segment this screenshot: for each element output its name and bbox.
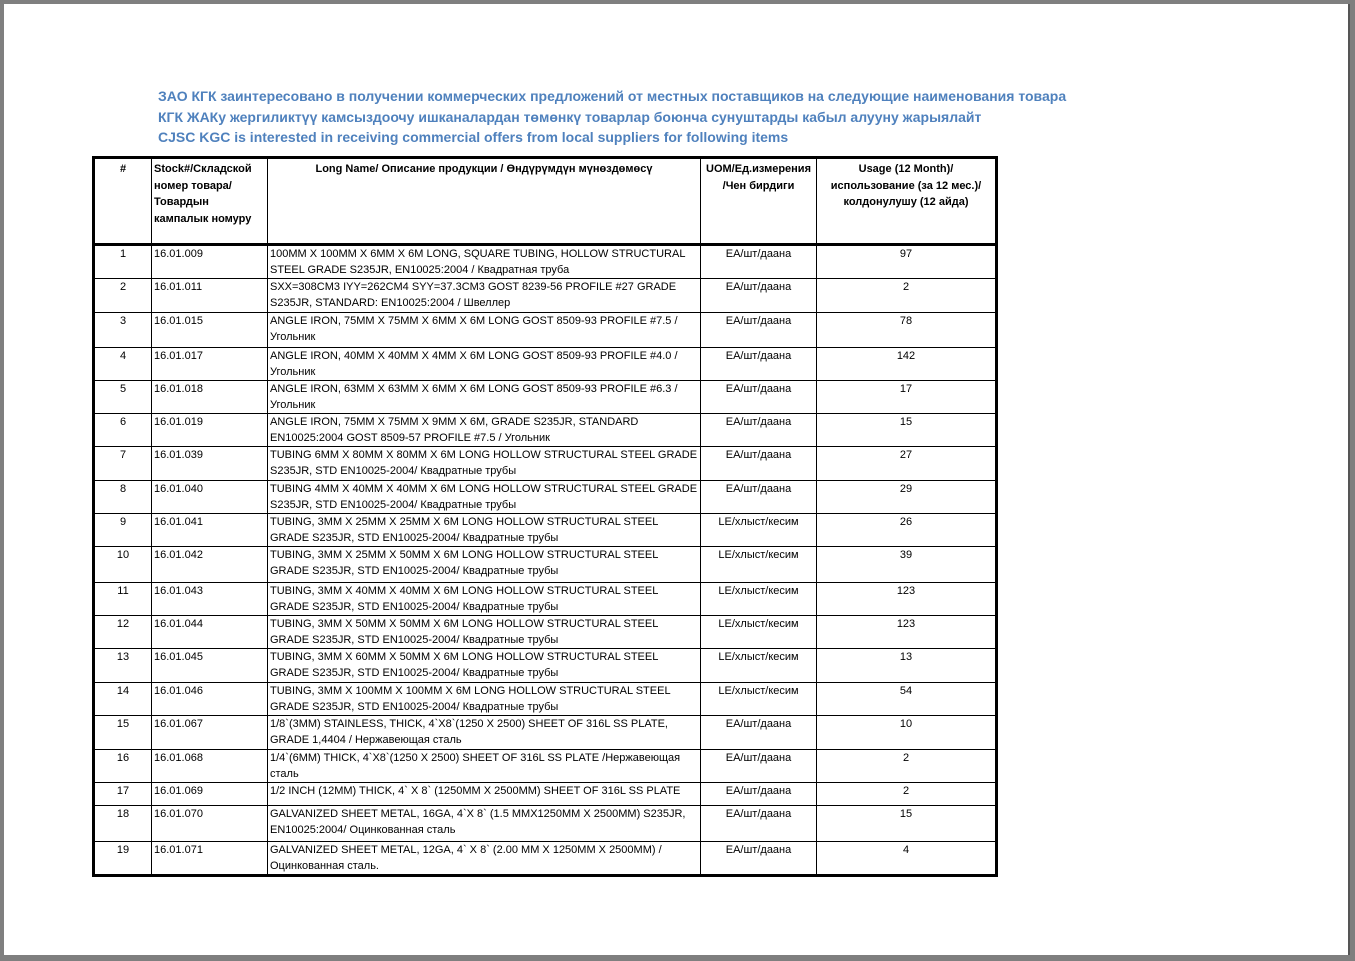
row-number: 18 <box>94 806 152 842</box>
row-uom: EA/шт/даана <box>701 279 817 313</box>
table-row <box>94 583 997 616</box>
table-row <box>94 806 997 842</box>
table-row <box>94 649 997 683</box>
row-number: 9 <box>94 514 152 547</box>
row-number: 14 <box>94 683 152 716</box>
row-usage: 15 <box>817 414 997 447</box>
row-long-name: ANGLE IRON, 63MM X 63MM X 6MM X 6M LONG GOST 8509-93 PROFILE #6.3 / Угольник <box>268 381 701 414</box>
row-stock-number: 16.01.046 <box>152 683 268 716</box>
row-long-name: GALVANIZED SHEET METAL, 16GA, 4`X 8` (1.5 MMX1250MM X 2500MM) S235JR, EN10025:2004/ Оцинкованная сталь <box>268 806 701 842</box>
row-number: 4 <box>94 348 152 381</box>
header-num: # <box>94 158 152 245</box>
table-body <box>94 245 997 876</box>
row-stock-number: 16.01.011 <box>152 279 268 313</box>
header-stock-number: Stock#/Складской номер товара/ Товардын кампалык номуру <box>152 158 268 245</box>
row-long-name: GALVANIZED SHEET METAL, 12GA, 4` X 8` (2.00 MM X 1250MM X 2500MM) / Оцинкованная сталь. <box>268 842 701 876</box>
row-usage: 2 <box>817 750 997 783</box>
row-stock-number: 16.01.071 <box>152 842 268 876</box>
row-stock-number: 16.01.019 <box>152 414 268 447</box>
row-number: 7 <box>94 447 152 481</box>
items-table <box>92 156 998 877</box>
row-uom: EA/шт/даана <box>701 245 817 279</box>
row-uom: EA/шт/даана <box>701 447 817 481</box>
table-row <box>94 616 997 649</box>
row-number: 3 <box>94 313 152 348</box>
row-number: 12 <box>94 616 152 649</box>
row-long-name: ANGLE IRON, 40MM X 40MM X 4MM X 6M LONG GOST 8509-93 PROFILE #4.0 / Угольник <box>268 348 701 381</box>
row-stock-number: 16.01.043 <box>152 583 268 616</box>
row-number: 17 <box>94 783 152 806</box>
row-uom: EA/шт/даана <box>701 806 817 842</box>
row-uom: EA/шт/даана <box>701 313 817 348</box>
row-long-name: TUBING, 3MM X 60MM X 50MM X 6M LONG HOLLOW STRUCTURAL STEEL GRADE S235JR, STD EN10025-2004/ Квадратные трубы <box>268 649 701 683</box>
row-uom: LE/хлыст/кесим <box>701 616 817 649</box>
row-stock-number: 16.01.015 <box>152 313 268 348</box>
row-long-name: SXX=308CM3 IYY=262CM4 SYY=37.3CM3 GOST 8239-56 PROFILE #27 GRADE S235JR, STANDARD: EN10025:2004 / Швеллер <box>268 279 701 313</box>
table-row <box>94 245 997 279</box>
table-row <box>94 279 997 313</box>
row-usage: 27 <box>817 447 997 481</box>
row-uom: LE/хлыст/кесим <box>701 547 817 583</box>
row-usage: 2 <box>817 783 997 806</box>
row-usage: 123 <box>817 616 997 649</box>
row-stock-number: 16.01.017 <box>152 348 268 381</box>
table-row <box>94 381 997 414</box>
table-row <box>94 683 997 716</box>
row-number: 19 <box>94 842 152 876</box>
row-number: 1 <box>94 245 152 279</box>
row-stock-number: 16.01.018 <box>152 381 268 414</box>
row-uom: EA/шт/даана <box>701 381 817 414</box>
row-usage: 13 <box>817 649 997 683</box>
row-stock-number: 16.01.039 <box>152 447 268 481</box>
header-uom: UOM/Ед.измерения /Чен бирдиги <box>701 158 817 245</box>
row-stock-number: 16.01.009 <box>152 245 268 279</box>
row-usage: 2 <box>817 279 997 313</box>
row-long-name: 1/4`(6MM) THICK, 4`X8`(1250 X 2500) SHEET OF 316L SS PLATE /Нержавеющая сталь <box>268 750 701 783</box>
row-number: 6 <box>94 414 152 447</box>
row-usage: 26 <box>817 514 997 547</box>
row-stock-number: 16.01.068 <box>152 750 268 783</box>
table-row <box>94 313 997 348</box>
row-uom: LE/хлыст/кесим <box>701 683 817 716</box>
row-usage: 29 <box>817 481 997 514</box>
document-heading <box>158 86 1066 148</box>
table-row <box>94 842 997 876</box>
table-row <box>94 414 997 447</box>
row-usage: 123 <box>817 583 997 616</box>
row-usage: 78 <box>817 313 997 348</box>
row-long-name: TUBING, 3MM X 50MM X 50MM X 6M LONG HOLLOW STRUCTURAL STEEL GRADE S235JR, STD EN10025-2004/ Квадратные трубы <box>268 616 701 649</box>
row-number: 15 <box>94 716 152 750</box>
row-long-name: 100MM X 100MM X 6MM X 6M LONG, SQUARE TUBING, HOLLOW STRUCTURAL STEEL GRADE S235JR, EN10025:2004 / Квадратная труба <box>268 245 701 279</box>
row-long-name: TUBING, 3MM X 40MM X 40MM X 6M LONG HOLLOW STRUCTURAL STEEL GRADE S235JR, STD EN10025-2004/ Квадратные трубы <box>268 583 701 616</box>
row-long-name: TUBING, 3MM X 100MM X 100MM X 6M LONG HOLLOW STRUCTURAL STEEL GRADE S235JR, STD EN10025-2004/ Квадратные трубы <box>268 683 701 716</box>
row-usage: 142 <box>817 348 997 381</box>
table-row <box>94 716 997 750</box>
row-uom: EA/шт/даана <box>701 481 817 514</box>
row-stock-number: 16.01.041 <box>152 514 268 547</box>
heading-line-ru: ЗАО КГК заинтересовано в получении коммерческих предложений от местных поставщиков на следующие наименования товара <box>158 88 1067 104</box>
row-stock-number: 16.01.040 <box>152 481 268 514</box>
row-usage: 15 <box>817 806 997 842</box>
row-uom: EA/шт/даана <box>701 716 817 750</box>
row-number: 5 <box>94 381 152 414</box>
row-number: 10 <box>94 547 152 583</box>
table-row <box>94 750 997 783</box>
row-long-name: TUBING, 3MM X 25MM X 50MM X 6M LONG HOLLOW STRUCTURAL STEEL GRADE S235JR, STD EN10025-2004/ Квадратные трубы <box>268 547 701 583</box>
row-stock-number: 16.01.069 <box>152 783 268 806</box>
row-stock-number: 16.01.044 <box>152 616 268 649</box>
row-stock-number: 16.01.067 <box>152 716 268 750</box>
row-number: 16 <box>94 750 152 783</box>
row-long-name: 1/8`(3MM) STAINLESS, THICK, 4`X8`(1250 X 2500) SHEET OF 316L SS PLATE, GRADE 1,4404 / Нержавеющая сталь <box>268 716 701 750</box>
row-uom: EA/шт/даана <box>701 783 817 806</box>
table-header-row <box>94 158 997 245</box>
row-long-name: ANGLE IRON, 75MM X 75MM X 6MM X 6M LONG GOST 8509-93 PROFILE #7.5 / Угольник <box>268 313 701 348</box>
row-uom: EA/шт/даана <box>701 348 817 381</box>
header-long-name: Long Name/ Описание продукции / Өндүрүмдүн мүнөздөмөсү <box>268 158 701 245</box>
row-long-name: TUBING, 3MM X 25MM X 25MM X 6M LONG HOLLOW STRUCTURAL STEEL GRADE S235JR, STD EN10025-2004/ Квадратные трубы <box>268 514 701 547</box>
row-number: 13 <box>94 649 152 683</box>
table-row <box>94 547 997 583</box>
row-uom: LE/хлыст/кесим <box>701 583 817 616</box>
row-uom: EA/шт/даана <box>701 842 817 876</box>
row-uom: LE/хлыст/кесим <box>701 514 817 547</box>
row-usage: 10 <box>817 716 997 750</box>
row-usage: 39 <box>817 547 997 583</box>
row-usage: 17 <box>817 381 997 414</box>
table-row <box>94 514 997 547</box>
row-long-name: 1/2 INCH (12MM) THICK, 4` X 8` (1250MM X 2500MM) SHEET OF 316L SS PLATE <box>268 783 701 806</box>
row-stock-number: 16.01.042 <box>152 547 268 583</box>
row-stock-number: 16.01.045 <box>152 649 268 683</box>
row-uom: LE/хлыст/кесим <box>701 649 817 683</box>
table-row <box>94 481 997 514</box>
row-stock-number: 16.01.070 <box>152 806 268 842</box>
row-usage: 54 <box>817 683 997 716</box>
table-row <box>94 447 997 481</box>
table-row <box>94 783 997 806</box>
row-usage: 4 <box>817 842 997 876</box>
header-usage: Usage (12 Month)/использование (за 12 мес.)/ колдонулушу (12 айда) <box>817 158 997 245</box>
row-number: 11 <box>94 583 152 616</box>
row-long-name: ANGLE IRON, 75MM X 75MM X 9MM X 6M, GRADE S235JR, STANDARD EN10025:2004 GOST 8509-57 PROFILE #7.5 / Угольник <box>268 414 701 447</box>
row-long-name: TUBING 6MM X 80MM X 80MM X 6M LONG HOLLOW STRUCTURAL STEEL GRADE S235JR, STD EN10025-2004/ Квадратные трубы <box>268 447 701 481</box>
heading-line-en: CJSC KGC is interested in receiving commercial offers from local suppliers for following items <box>158 129 789 145</box>
row-usage: 97 <box>817 245 997 279</box>
heading-line-ky: КГК ЖАКу жергиликтүү камсыздоочу ишканалардан төмөнкү товарлар боюнча сунуштарды кабыл алууну жарыялайт <box>158 108 982 125</box>
row-uom: EA/шт/даана <box>701 750 817 783</box>
row-uom: EA/шт/даана <box>701 414 817 447</box>
row-long-name: TUBING 4MM X 40MM X 40MM X 6M LONG HOLLOW STRUCTURAL STEEL GRADE S235JR, STD EN10025-2004/ Квадратные трубы <box>268 481 701 514</box>
row-number: 2 <box>94 279 152 313</box>
table-row <box>94 348 997 381</box>
row-number: 8 <box>94 481 152 514</box>
